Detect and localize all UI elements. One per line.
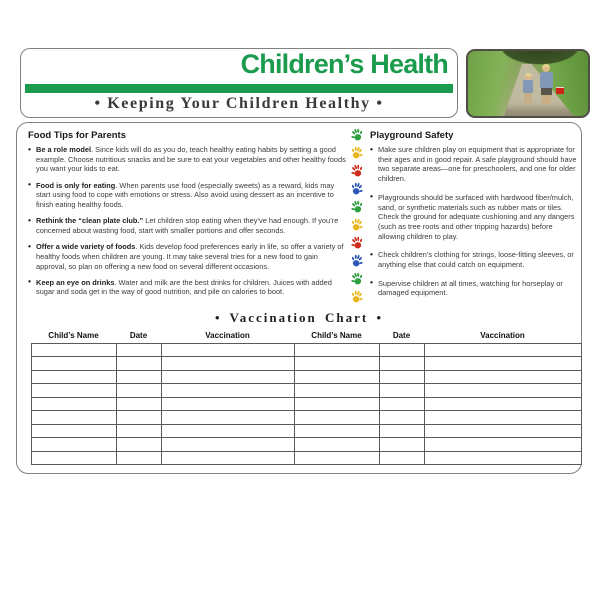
- vaccination-table-cell: [425, 424, 582, 437]
- tagline: • Keeping Your Children Healthy •: [94, 95, 384, 112]
- vaccination-table-cell: [32, 357, 117, 370]
- vaccination-table-cell: [117, 424, 162, 437]
- photo-child-left-head: [525, 73, 532, 80]
- vaccination-table-cell: [162, 411, 295, 424]
- vaccination-table-cell: [117, 384, 162, 397]
- photo-child-right: [542, 64, 553, 104]
- vaccination-table-cell: [380, 384, 425, 397]
- accent-bar: [25, 84, 453, 93]
- vaccination-column-header: Vaccination: [480, 331, 525, 340]
- vaccination-table-cell: [32, 397, 117, 410]
- handprint-icon: [350, 218, 364, 232]
- food-tips-section: [28, 130, 349, 304]
- playground-tip-item: • Playgrounds should be surfaced with hardwood fiber/mulch, sand, or synthetic materials such as rubber mats or tiles. Check the ground for adequate cushioning and any dangers (such as tree roots and other tripping hazards) before allowing children to play.: [370, 193, 581, 242]
- page-title: Children’s Health: [240, 49, 448, 79]
- vaccination-table-cell: [162, 438, 295, 451]
- playground-list: [370, 145, 581, 298]
- vaccination-table-row: [32, 397, 582, 410]
- vaccination-table-row: [32, 411, 582, 424]
- vaccination-table-cell: [295, 357, 380, 370]
- vaccination-table-row: [32, 357, 582, 370]
- vaccination-table-row: [32, 451, 582, 465]
- vaccination-table-cell: [425, 344, 582, 357]
- food-tips-heading: Food Tips for Parents: [28, 130, 127, 141]
- handprint-icon: [350, 236, 364, 250]
- vaccination-table-cell: [380, 357, 425, 370]
- photo-child-left-legs: [524, 93, 532, 103]
- content-box: [16, 122, 582, 474]
- vaccination-table-cell: [425, 370, 582, 383]
- vaccination-chart-table: [31, 343, 582, 465]
- vaccination-table-cell: [117, 397, 162, 410]
- food-tip-lead: Be a role model: [36, 145, 92, 154]
- vaccination-table-cell: [162, 384, 295, 397]
- vaccination-table-cell: [162, 424, 295, 437]
- vaccination-table-cell: [117, 357, 162, 370]
- photo-red-bucket: [556, 87, 564, 94]
- photo-child-right-legs: [542, 95, 551, 104]
- food-tip-lead: Rethink the “clean plate club.”: [36, 216, 144, 226]
- vaccination-table-cell: [32, 370, 117, 383]
- vaccination-table-cell: [425, 438, 582, 451]
- handprint-icon: [350, 200, 364, 214]
- vaccination-table-cell: [380, 370, 425, 383]
- vaccination-table-cell: [162, 397, 295, 410]
- food-tip-lead: Offer a wide variety of foods: [36, 242, 136, 252]
- vaccination-table-cell: [425, 384, 582, 397]
- vaccination-table-cell: [32, 384, 117, 397]
- handprint-icon: [350, 128, 364, 142]
- photo-child-left-shirt: [523, 80, 533, 93]
- header: [20, 48, 458, 118]
- vaccination-chart-headers: [31, 331, 581, 340]
- vaccination-table-row: [32, 438, 582, 451]
- vaccination-table-row: [32, 384, 582, 397]
- food-tip-item: • Food is only for eating. When parents use food (especially sweets) as a reward, kids may start using food to cope with emotions or stress. Also avoid using dessert as an incentive to finish eating healthy foods.: [28, 181, 349, 210]
- vaccination-table-cell: [425, 451, 582, 465]
- vaccination-column-header: Child’s Name: [311, 331, 362, 340]
- vaccination-table-cell: [295, 370, 380, 383]
- vaccination-table-cell: [162, 344, 295, 357]
- vaccination-table-cell: [380, 344, 425, 357]
- handprint-icon: [350, 164, 364, 178]
- vaccination-table-cell: [32, 438, 117, 451]
- playground-section: [370, 130, 581, 307]
- food-tip-item: • Rethink the “clean plate club.” Let children stop eating when they’ve had enough. If you’re concerned about wasting food, start with smaller portions and offer seconds.: [28, 216, 349, 235]
- vaccination-column-header: Date: [392, 331, 411, 340]
- vaccination-table-row: [32, 370, 582, 383]
- food-tip-item: • Be a role model. Since kids will do as you do, teach healthy eating habits by setting a good example. Choose nutritious snacks and be sure to eat your vegetables and other healthy foods you want your kids to eat.: [28, 145, 349, 174]
- vaccination-table-cell: [162, 451, 295, 465]
- vaccination-table-cell: [295, 384, 380, 397]
- vaccination-table-cell: [425, 411, 582, 424]
- playground-tip-item: • Make sure children play on equipment that is appropriate for their ages and in good repair. A safe playground should have two separate areas—one for preschoolers, and one for older children.: [370, 145, 581, 184]
- vaccination-table-cell: [380, 424, 425, 437]
- vaccination-chart-title: • Vaccination Chart •: [214, 310, 384, 325]
- handprint-icon: [350, 182, 364, 196]
- vaccination-table-cell: [117, 438, 162, 451]
- vaccination-table-cell: [295, 397, 380, 410]
- vaccination-table-cell: [162, 370, 295, 383]
- vaccination-table-cell: [295, 344, 380, 357]
- handprint-icon: [350, 254, 364, 268]
- photo-child-left: [525, 73, 533, 103]
- vaccination-table-cell: [162, 357, 295, 370]
- handprint-icon: [350, 146, 364, 160]
- vaccination-table-cell: [295, 451, 380, 465]
- handprint-icon: [350, 290, 364, 304]
- food-tip-item: • Offer a wide variety of foods. Kids develop food preferences early in life, so offer a variety of healthy foods when children are young. It may take several tries for a new food to gain approval, so plan on offering a new food on several different occasions.: [28, 242, 349, 271]
- vaccination-column-header: Date: [129, 331, 148, 340]
- vaccination-table-cell: [380, 397, 425, 410]
- vaccination-table-cell: [295, 411, 380, 424]
- children-walking-photo: [466, 49, 590, 118]
- vaccination-table-cell: [117, 451, 162, 465]
- handprint-icon: [350, 272, 364, 286]
- vaccination-table-cell: [425, 397, 582, 410]
- food-tips-list: [28, 145, 349, 297]
- photo-child-right-shorts: [541, 88, 552, 95]
- vaccination-table-cell: [425, 357, 582, 370]
- vaccination-table-cell: [295, 424, 380, 437]
- handprint-divider: [347, 128, 367, 304]
- vaccination-table-cell: [380, 411, 425, 424]
- food-tip-item: • Keep an eye on drinks. Water and milk are the best drinks for children. Juices with added sugar and soda get in the way of good nutrition, and pile on calories to boot.: [28, 278, 349, 297]
- playground-heading: Playground Safety: [370, 130, 454, 141]
- playground-tip-item: • Supervise children at all times, watching for horseplay or damaged equipment.: [370, 279, 581, 298]
- vaccination-table-cell: [32, 344, 117, 357]
- vaccination-table-cell: [380, 451, 425, 465]
- vaccination-table-cell: [380, 438, 425, 451]
- photo-child-right-head: [542, 64, 550, 72]
- food-tip-lead: Keep an eye on drinks: [36, 277, 115, 287]
- vaccination-table-row: [32, 424, 582, 437]
- vaccination-table-cell: [117, 370, 162, 383]
- vaccination-table-cell: [295, 438, 380, 451]
- vaccination-column-header: Vaccination: [205, 331, 250, 340]
- vaccination-table-cell: [117, 344, 162, 357]
- vaccination-table-cell: [32, 411, 117, 424]
- vaccination-table-cell: [32, 451, 117, 465]
- playground-tip-item: • Check children’s clothing for strings, loose-fitting sleeves, or anything else that could catch on equipment.: [370, 250, 581, 269]
- vaccination-table-cell: [32, 424, 117, 437]
- food-tip-lead: Food is only for eating: [36, 180, 116, 190]
- vaccination-table-cell: [117, 411, 162, 424]
- vaccination-table-row: [32, 344, 582, 357]
- vaccination-column-header: Child’s Name: [48, 331, 99, 340]
- photo-child-right-shirt: [540, 72, 553, 88]
